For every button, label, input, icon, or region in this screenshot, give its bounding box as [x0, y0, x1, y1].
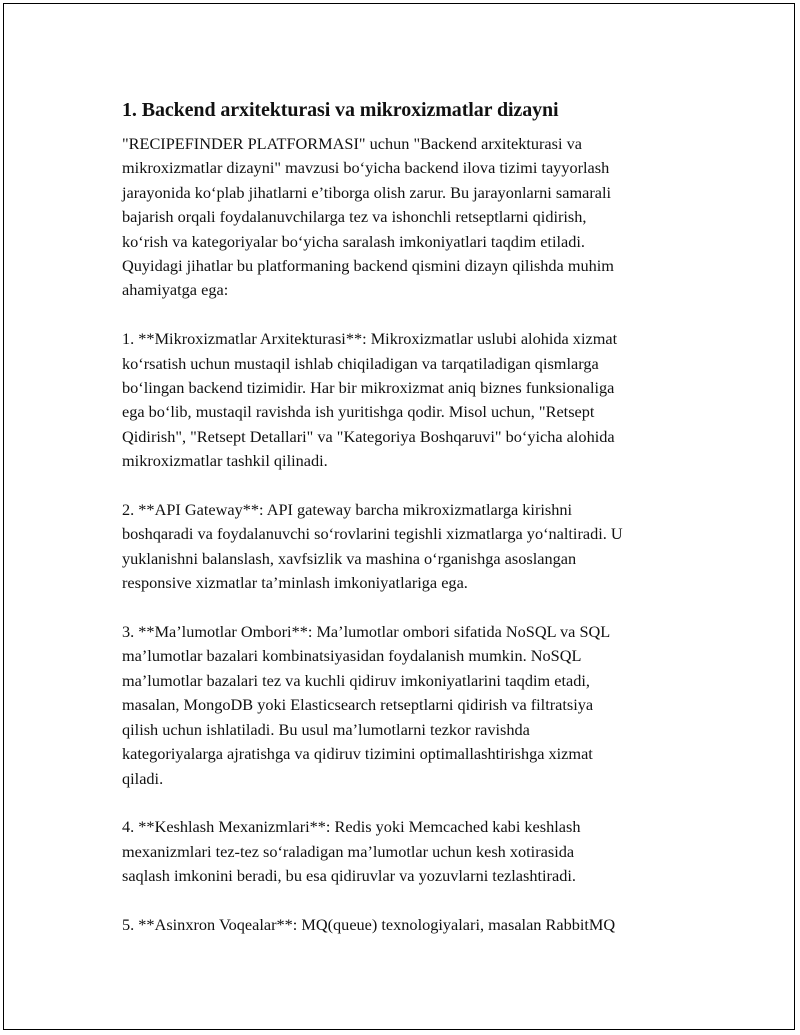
text-line: bajarish orqali foydalanuvchilarga tez va ishonchli retseptlarni qidirish, — [122, 207, 587, 227]
item-microservices-paragraph — [122, 327, 697, 473]
item-async-events-paragraph — [122, 913, 697, 937]
item-data-storage-paragraph — [122, 620, 697, 791]
text-line: 4. **Keshlash Mexanizmlari**: Redis yoki Memcached kabi keshlash — [122, 817, 581, 837]
text-line: mexanizmlari tez-tez so‘raladigan ma’lumotlar uchun kesh xotirasida — [122, 841, 575, 861]
text-line: 3. **Ma’lumotlar Ombori**: Ma’lumotlar ombori sifatida NoSQL va SQL — [122, 622, 611, 642]
text-line: masalan, MongoDB yoki Elasticsearch retseptlarni qidirish va filtratsiya — [122, 695, 594, 715]
text-line: ma’lumotlar bazalari tez va kuchli qidiruv imkoniyatlarini taqdim etadi, — [122, 670, 590, 690]
text-line: ega bo‘lib, mustaqil ravishda ish yuritishga qodir. Misol uchun, "Retsept — [122, 402, 595, 422]
text-line: ko‘rish va kategoriyalar bo‘yicha saralash imkoniyatlari taqdim etiladi. — [122, 231, 585, 251]
text-line: Quyidagi jihatlar bu platformaning backend qismini dizayn qilishda muhim — [122, 256, 614, 276]
text-line: ahamiyatga ega: — [122, 280, 229, 300]
document-body — [122, 97, 697, 962]
text-line: boshqaradi va foydalanuvchi so‘rovlarini tegishli xizmatlarga yo‘naltiradi. U — [122, 524, 623, 544]
text-line: jarayonida ko‘plab jihatlarni e’tiborga olish zarur. Bu jarayonlarni samarali — [122, 182, 612, 202]
text-line: mikroxizmatlar dizayni" mavzusi bo‘yicha backend ilova tizimi tayyorlash — [122, 158, 610, 178]
text-line: Qidirish", "Retsept Detallari" va "Kategoriya Boshqaruvi" bo‘yicha alohida — [122, 426, 615, 446]
text-line: bo‘lingan backend tizimidir. Har bir mikroxizmat aniq biznes funksionaliga — [122, 378, 615, 398]
item-caching-paragraph — [122, 815, 697, 888]
text-line: "RECIPEFINDER PLATFORMASI" uchun "Backend arxitekturasi va — [122, 134, 582, 153]
section-heading: 1. Backend arxitekturasi va mikroxizmatlar dizayni — [122, 99, 559, 121]
text-line: yuklanishni balanslash, xavfsizlik va mashina o‘rganishga asoslangan — [122, 548, 577, 568]
intro-paragraph — [122, 132, 697, 303]
text-line: responsive xizmatlar ta’minlash imkoniyatlariga ega. — [122, 573, 468, 593]
text-line: mikroxizmatlar tashkil qilinadi. — [122, 451, 328, 471]
text-line: qilish uchun ishlatiladi. Bu usul ma’lumotlarni tezkor ravishda — [122, 719, 530, 739]
text-line: ma’lumotlar bazalari kombinatsiyasidan foydalanish mumkin. NoSQL — [122, 646, 582, 666]
text-line: kategoriyalarga ajratishga va qidiruv tizimini optimallashtirishga xizmat — [122, 744, 593, 764]
text-line: qiladi. — [122, 768, 164, 788]
text-line: saqlash imkonini beradi, bu esa qidiruvlar va yozuvlarni tezlashtiradi. — [122, 866, 576, 886]
text-line: 2. **API Gateway**: API gateway barcha mikroxizmatlarga kirishni — [122, 500, 573, 520]
text-line: 5. **Asinxron Voqealar**: MQ(queue) texnologiyalari, masalan RabbitMQ — [122, 914, 616, 934]
item-api-gateway-paragraph — [122, 498, 697, 596]
text-line: ko‘rsatish uchun mustaqil ishlab chiqiladigan va tarqatiladigan qismlarga — [122, 353, 599, 373]
page-frame — [3, 3, 795, 1030]
text-line: 1. **Mikroxizmatlar Arxitekturasi**: Mikroxizmatlar uslubi alohida xizmat — [122, 329, 618, 349]
